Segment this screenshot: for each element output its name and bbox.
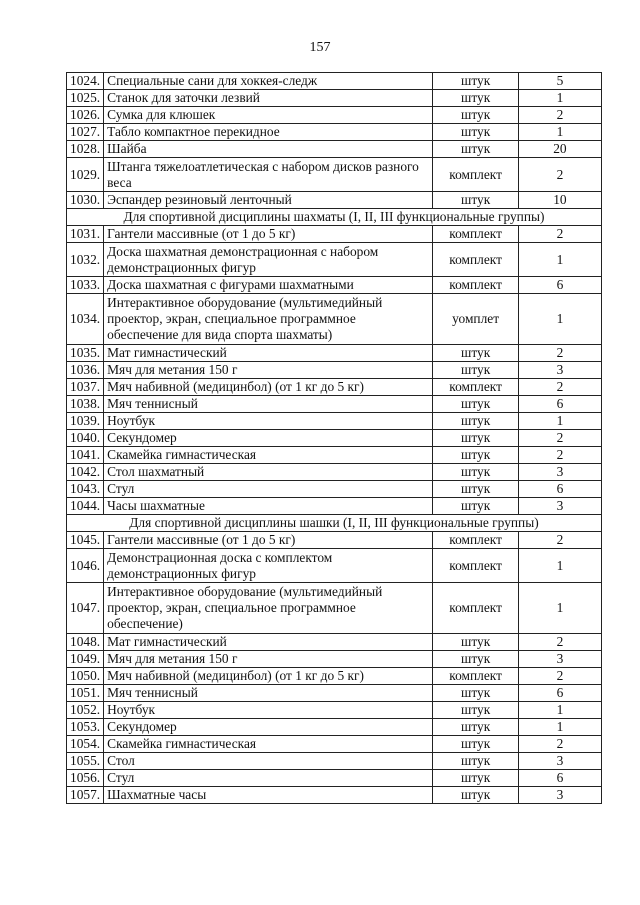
table-row [67,430,602,447]
table-row [67,413,602,430]
item-number: 1037. [67,379,104,396]
table-row [67,753,602,770]
item-unit: штук [433,685,518,702]
item-number: 1043. [67,481,104,498]
item-unit: штук [433,498,518,515]
item-name: Штанга тяжелоатлетическая с набором дисков разного веса [104,158,433,192]
item-unit: штук [433,413,518,430]
table-row [67,294,602,345]
item-number: 1024. [67,73,104,90]
equipment-table [66,72,602,804]
item-number: 1031. [67,226,104,243]
table-row [67,73,602,90]
item-number: 1027. [67,124,104,141]
table-row [67,719,602,736]
item-quantity: 10 [518,192,601,209]
item-number: 1057. [67,787,104,804]
item-name: Интерактивное оборудование (мультимедийный проектор, экран, специальное программное обеспечение для вида спорта шахматы) [104,294,433,345]
table-row [67,124,602,141]
item-quantity: 3 [518,651,601,668]
table-row [67,192,602,209]
item-quantity: 3 [518,753,601,770]
item-unit: штук [433,753,518,770]
item-name: Мяч для метания 150 г [104,362,433,379]
item-name: Стол шахматный [104,464,433,481]
item-quantity: 2 [518,634,601,651]
table-row [67,736,602,753]
item-quantity: 3 [518,498,601,515]
item-unit: комплект [433,226,518,243]
item-name: Часы шахматные [104,498,433,515]
item-number: 1035. [67,345,104,362]
table-row [67,447,602,464]
item-name: Гантели массивные (от 1 до 5 кг) [104,226,433,243]
item-unit: штук [433,90,518,107]
item-quantity: 2 [518,668,601,685]
table-row [67,498,602,515]
item-quantity: 1 [518,549,601,583]
item-number: 1029. [67,158,104,192]
item-unit: штук [433,141,518,158]
item-name: Табло компактное перекидное [104,124,433,141]
table-row [67,107,602,124]
item-number: 1056. [67,770,104,787]
item-name: Доска шахматная демонстрационная с набором демонстрационных фигур [104,243,433,277]
item-quantity: 6 [518,277,601,294]
item-quantity: 2 [518,345,601,362]
item-name: Специальные сани для хоккея-следж [104,73,433,90]
item-quantity: 1 [518,243,601,277]
item-quantity: 1 [518,90,601,107]
item-name: Скамейка гимнастическая [104,447,433,464]
item-quantity: 1 [518,413,601,430]
item-quantity: 5 [518,73,601,90]
table-row [67,668,602,685]
item-unit: комплект [433,549,518,583]
item-number: 1026. [67,107,104,124]
table-row [67,787,602,804]
item-name: Демонстрационная доска с комплектом демонстрационных фигур [104,549,433,583]
item-quantity: 3 [518,464,601,481]
item-number: 1044. [67,498,104,515]
item-unit: штук [433,736,518,753]
item-number: 1051. [67,685,104,702]
item-unit: штук [433,770,518,787]
item-name: Мяч набивной (медицинбол) (от 1 кг до 5 кг) [104,668,433,685]
item-name: Мяч набивной (медицинбол) (от 1 кг до 5 кг) [104,379,433,396]
item-unit: штук [433,396,518,413]
item-number: 1055. [67,753,104,770]
section-title: Для спортивной дисциплины шашки (I, II, III функциональные группы) [67,515,602,532]
table-row [67,770,602,787]
item-unit: комплект [433,277,518,294]
item-unit: штук [433,192,518,209]
item-quantity: 3 [518,787,601,804]
table-row [67,651,602,668]
item-name: Секундомер [104,430,433,447]
item-quantity: 1 [518,124,601,141]
item-number: 1041. [67,447,104,464]
item-name: Шахматные часы [104,787,433,804]
item-name: Скамейка гимнастическая [104,736,433,753]
section-title: Для спортивной дисциплины шахматы (I, II, III функциональные группы) [67,209,602,226]
item-unit: уомплет [433,294,518,345]
item-unit: штук [433,447,518,464]
table-row [67,226,602,243]
item-number: 1054. [67,736,104,753]
item-unit: комплект [433,158,518,192]
item-name: Сумка для клюшек [104,107,433,124]
item-number: 1042. [67,464,104,481]
item-name: Ноутбук [104,702,433,719]
item-quantity: 1 [518,583,601,634]
item-name: Стол [104,753,433,770]
item-name: Интерактивное оборудование (мультимедийный проектор, экран, специальное программное обеспечение) [104,583,433,634]
item-number: 1040. [67,430,104,447]
item-quantity: 2 [518,447,601,464]
item-number: 1034. [67,294,104,345]
table-row [67,243,602,277]
item-unit: штук [433,481,518,498]
item-quantity: 6 [518,396,601,413]
table-row [67,141,602,158]
item-number: 1052. [67,702,104,719]
item-number: 1039. [67,413,104,430]
item-quantity: 6 [518,770,601,787]
item-unit: штук [433,787,518,804]
item-number: 1028. [67,141,104,158]
table-row [67,481,602,498]
table-row [67,532,602,549]
item-number: 1048. [67,634,104,651]
item-unit: комплект [433,583,518,634]
table-row [67,634,602,651]
item-name: Стул [104,770,433,787]
item-name: Эспандер резиновый ленточный [104,192,433,209]
table-row [67,685,602,702]
table-row [67,90,602,107]
item-name: Мяч теннисный [104,685,433,702]
table-row [67,549,602,583]
item-name: Шайба [104,141,433,158]
item-quantity: 6 [518,685,601,702]
item-unit: штук [433,345,518,362]
item-name: Мат гимнастический [104,345,433,362]
item-unit: штук [433,464,518,481]
item-unit: штук [433,362,518,379]
table-row [67,379,602,396]
item-name: Мяч для метания 150 г [104,651,433,668]
item-unit: штук [433,702,518,719]
item-name: Ноутбук [104,413,433,430]
table-body [67,73,602,804]
item-number: 1038. [67,396,104,413]
item-quantity: 6 [518,481,601,498]
item-unit: штук [433,719,518,736]
table-row [67,158,602,192]
item-number: 1049. [67,651,104,668]
item-number: 1025. [67,90,104,107]
item-number: 1046. [67,549,104,583]
item-unit: комплект [433,379,518,396]
item-quantity: 1 [518,294,601,345]
item-quantity: 2 [518,226,601,243]
item-unit: штук [433,73,518,90]
item-quantity: 2 [518,736,601,753]
item-number: 1030. [67,192,104,209]
item-unit: штук [433,430,518,447]
item-unit: штук [433,651,518,668]
item-number: 1036. [67,362,104,379]
item-name: Станок для заточки лезвий [104,90,433,107]
item-quantity: 2 [518,158,601,192]
table-row [67,396,602,413]
item-number: 1045. [67,532,104,549]
table-row [67,583,602,634]
item-quantity: 1 [518,702,601,719]
item-unit: штук [433,634,518,651]
item-number: 1033. [67,277,104,294]
item-name: Мяч теннисный [104,396,433,413]
item-name: Мат гимнастический [104,634,433,651]
item-name: Доска шахматная с фигурами шахматными [104,277,433,294]
item-quantity: 3 [518,362,601,379]
item-quantity: 1 [518,719,601,736]
item-number: 1032. [67,243,104,277]
item-number: 1047. [67,583,104,634]
table-row [67,362,602,379]
item-unit: комплект [433,668,518,685]
item-unit: комплект [433,532,518,549]
item-name: Гантели массивные (от 1 до 5 кг) [104,532,433,549]
section-header-row [67,209,602,226]
section-header-row [67,515,602,532]
table-row [67,702,602,719]
item-unit: комплект [433,243,518,277]
item-quantity: 2 [518,532,601,549]
item-quantity: 2 [518,430,601,447]
item-unit: штук [433,107,518,124]
table-row [67,464,602,481]
item-number: 1050. [67,668,104,685]
item-name: Стул [104,481,433,498]
item-unit: штук [433,124,518,141]
item-name: Секундомер [104,719,433,736]
item-quantity: 2 [518,379,601,396]
item-number: 1053. [67,719,104,736]
table-row [67,277,602,294]
page-number: 157 [309,40,331,55]
table-row [67,345,602,362]
item-quantity: 2 [518,107,601,124]
item-quantity: 20 [518,141,601,158]
